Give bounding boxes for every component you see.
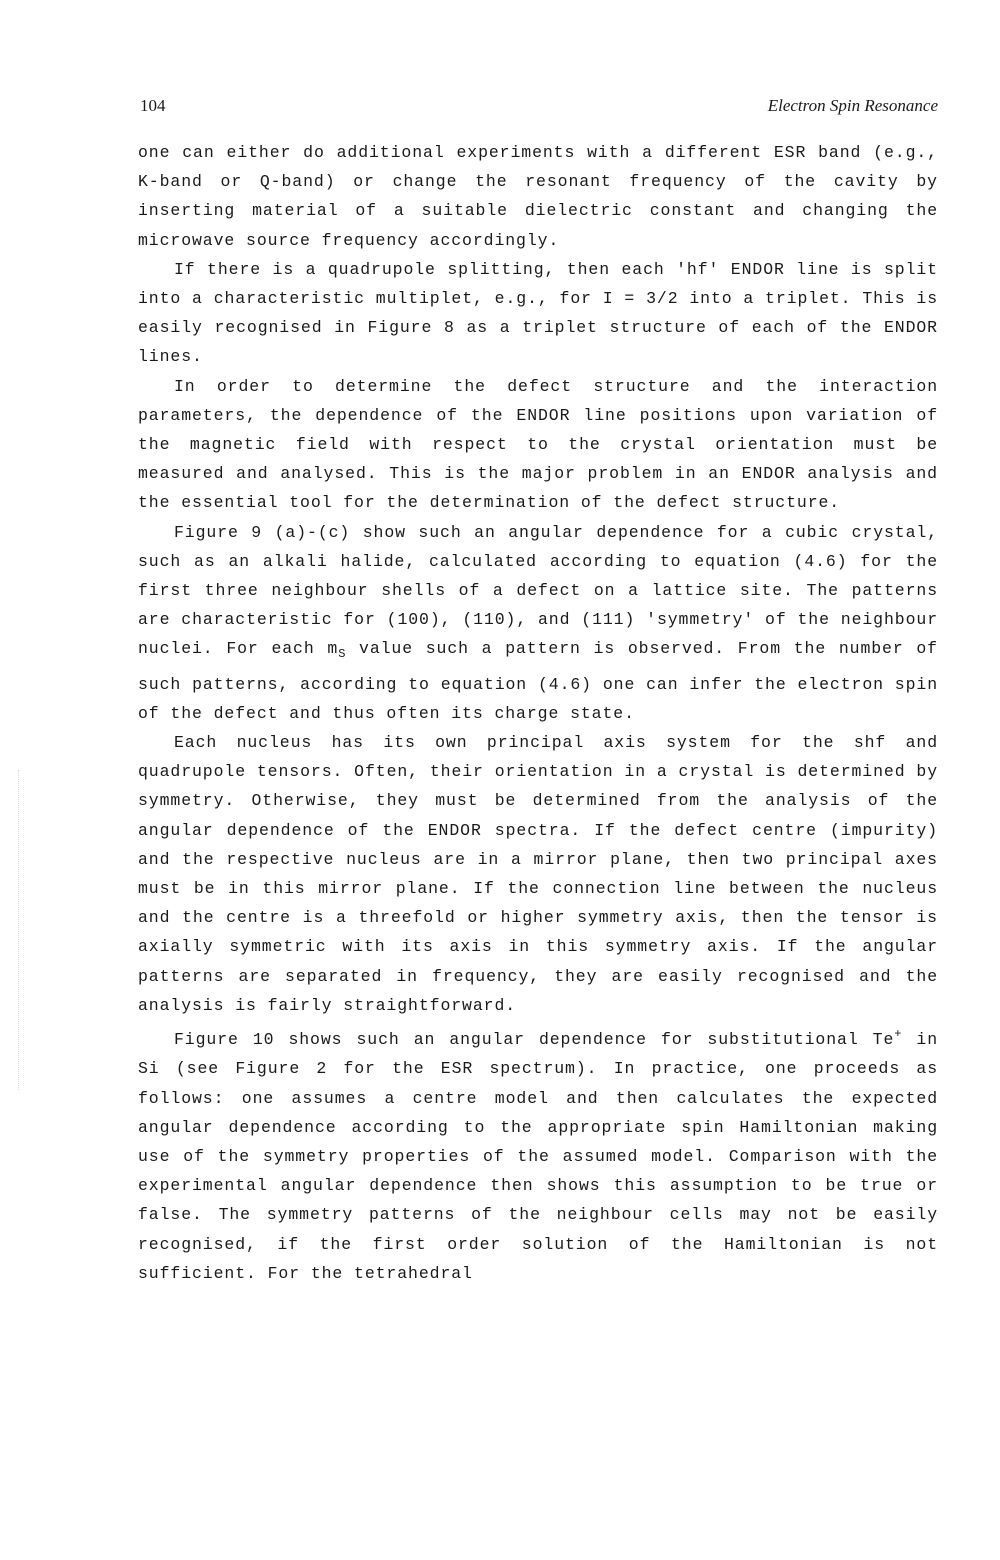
running-title: Electron Spin Resonance [767, 96, 938, 115]
paragraph-6 [138, 1020, 938, 1288]
paragraph-1: one can either do additional experiments with a different ESR band (e.g., K-band or Q-band) or change the resonant frequency of the cavity by inserting material of a suitable dielectric constant and changing the microwave source frequency accordingly. [138, 143, 938, 250]
ms-subscript: S [338, 647, 347, 662]
te-charge-superscript: + [894, 1027, 903, 1042]
paragraph-6-text-end: in Si (see Figure 2 for the ESR spectrum). In practice, one proceeds as follows: one assumes a centre model and then calculates the expected angular dependence according to the appropriate spin Hamiltonian making use of the symmetry properties of the assumed model. Comparison with the experimental angular dependence then shows this assumption to be true or false. The symmetry patterns of the neighbour cells may not be easily recognised, if the first order solution of the Hamiltonian is not sufficient. For the tetrahedral [138, 1030, 938, 1283]
paragraph-4 [138, 518, 938, 728]
page-number: 104 [140, 96, 166, 115]
body-text [138, 138, 938, 1288]
paragraph-6-text-start: Figure 10 shows such an angular dependence for substitutional Te [174, 1030, 895, 1050]
margin-scan-artifact [18, 770, 22, 1090]
paragraph-4-text-end: value such a pattern is observed. From the number of such patterns, according to equation (4.6) one can infer the electron spin of the defect and thus often its charge state. [138, 639, 938, 723]
paragraph-2: If there is a quadrupole splitting, then each 'hf' ENDOR line is split into a characteristic multiplet, e.g., for I = 3/2 into a triplet. This is easily recognised in Figure 8 as a triplet structure of each of the ENDOR lines. [138, 259, 938, 367]
paragraph-5: Each nucleus has its own principal axis system for the shf and quadrupole tensors. Often, their orientation in a crystal is determined by symmetry. Otherwise, they must be determined from the analysis of the angular dependence of the ENDOR spectra. If the defect centre (impurity) and the respective nucleus are in a mirror plane, then two principal axes must be in this mirror plane. If the connection line between the nucleus and the centre is a threefold or higher symmetry axis, then the tensor is axially symmetric with its axis in this symmetry axis. If the angular patterns are separated in frequency, they are easily recognised and the analysis is fairly straightforward. [138, 733, 938, 1015]
paragraph-3: In order to determine the defect structure and the interaction parameters, the dependence of the ENDOR line positions upon variation of the magnetic field with respect to the crystal orientation must be measured and analysed. This is the major problem in an ENDOR analysis and the essential tool for the determination of the defect structure. [138, 376, 938, 513]
page-header [140, 96, 938, 120]
paragraph-4-text-start: Figure 9 (a)-(c) show such an angular dependence for a cubic crystal, such as an alkali halide, calculated according to equation (4.6) for the first three neighbour shells of a defect on a lattice site. The patterns are characteristic for (100), (110), and (111) 'symmetry' of the neighbour nuclei. For each m [138, 522, 938, 659]
